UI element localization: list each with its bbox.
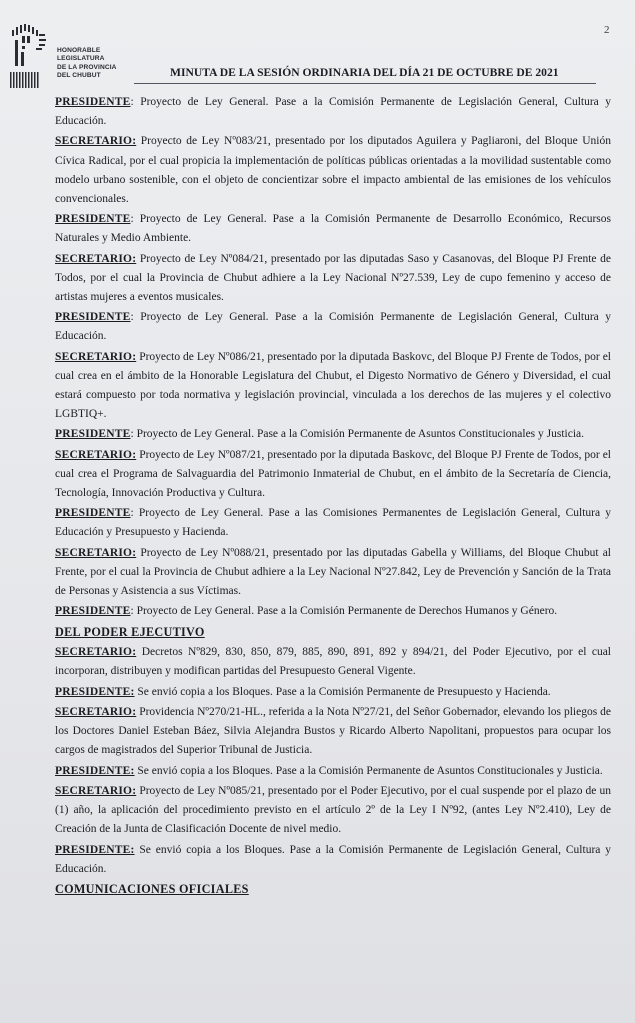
speaker-label: PRESIDENTE [55,605,131,618]
minute-entry [55,250,611,307]
entry-text: Proyecto de Ley General. Pase a las Comisiones Permanentes de Legislación General, Cultura y Educación y Presupuesto y Hacienda. [55,507,612,539]
institution-line: LEGISLATURA [57,55,105,63]
minute-entry: PRESIDENTE: Proyecto de Ley General. Pase a la Comisión Permanente de Desarrollo Económico, Recursos Naturales y Medio Ambiente. [55,213,611,245]
entry-text: Se envió copia a los Bloques. Pase a la Comisión Permanente de Asuntos Constitucionales y Justicia. [137,764,603,777]
minute-entry [55,446,611,503]
entry-text: Proyecto de Ley Nº086/21, presentado por la diputada Baskovc, del Bloque PJ Frente de Todos, por el cual crea en el ámbito de la Honorable Legislatura del Chubut, el Digesto Normativo de Género y Diversidad, el cual estará compuesto por toda normativa y legislación provincial, vinculada a los derechos de las mujeres y el colectivo LGBTIQ+. [55,350,611,420]
entry-text: Proyecto de Ley General. Pase a la Comisión Permanente de Derechos Humanos y Género. [136,605,558,618]
speaker-label: PRESIDENTE [55,96,131,108]
entry-text: Proyecto de Ley General. Pase a la Comisión Permanente de Legislación General, Cultura y Educación. [55,96,612,128]
institution-line: DE LA PROVINCIA [57,63,117,71]
entry-text: Proyecto de Ley Nº085/21, presentado por el Poder Ejecutivo, por el cual suspende por el plazo de un (1) año, la aplicación del procedimiento previsto en el artículo 2º de la Ley I Nº92, (antes Ley Nº2.410), Ley de Creación de la Junta de Clasificación Docente de nivel medio. [55,785,611,836]
entry-text: Proyecto de Ley General. Pase a la Comisión Permanente de Desarrollo Económico, Recursos Naturales y Medio Ambiente. [55,213,611,245]
speaker-label: SECRETARIO: [55,785,137,798]
speaker-label: PRESIDENTE [55,507,131,520]
page-number: 2 [604,24,610,36]
minute-entry [55,762,611,781]
minute-entry [55,544,611,601]
speaker-label: SECRETARIO: [55,706,137,719]
minute-entry [55,703,611,760]
minute-entry: PRESIDENTE: Proyecto de Ley General. Pase a la Comisión Permanente de Legislación General, Cultura y Educación. [55,311,612,343]
institution-line: HONORABLE [57,47,101,54]
minute-entry: PRESIDENTE: Proyecto de Ley General. Pase a las Comisiones Permanentes de Legislación General, Cultura y Educación y Presupuesto y Hacienda. [55,507,612,539]
section-heading: DEL PODER EJECUTIVO [55,624,205,639]
minute-entry: PRESIDENTE: Proyecto de Ley General. Pase a la Comisión Permanente de Asuntos Constitucionales y Justicia. [55,428,585,441]
entry-text: Proyecto de Ley Nº087/21, presentado por la diputada Baskovc, del Bloque PJ Frente de Todos, por el cual crea el Programa de Salvaguardia del Patrimonio Inmaterial de Chubut, en el ámbito de la Secretaría de Ciencia, Tecnología, Innovación Productiva y Cultura. [55,448,611,499]
speaker-label: PRESIDENTE [55,428,131,441]
entry-text: Proyecto de Ley General. Pase a la Comisión Permanente de Asuntos Constitucionales y Justicia. [136,428,585,441]
section-heading: COMUNICACIONES OFICIALES [55,882,249,897]
entry-text: Proyecto de Ley Nº084/21, presentado por las diputadas Saso y Casanovas, del Bloque PJ Frente de Todos, por el cual la Provincia de Chubut adhiere a la Ley Nacional Nº27.539, Ley de cupo femenino y acceso de artistas mujeres a eventos musicales. [55,252,612,303]
minutes-body [55,93,611,900]
document-title: MINUTA DE LA SESIÓN ORDINARIA DEL DÍA 21 DE OCTUBRE DE 2021 [170,66,559,79]
minute-entry: PRESIDENTE: Proyecto de Ley General. Pase a la Comisión Permanente de Derechos Humanos y Género. [55,605,558,618]
entry-text: Proyecto de Ley Nº088/21, presentado por las diputadas Gabella y Williams, del Bloque Chubut al Frente, por el cual la Provincia de Chubut adhiere a la Ley Nacional Nº27.842, Ley de Prevención y Sanción de la Trata de Personas y Asistencia a sus Víctimas. [55,546,611,598]
minute-entry [55,841,611,879]
entry-text: Decretos Nº829, 830, 850, 879, 885, 890, 891, 892 y 894/21, del Poder Ejecutivo, por el cual incorporan, distribuyen y modifican partidas del Presupuesto General Vigente. [55,646,612,678]
legislature-logo-icon [10,22,54,92]
minute-entry: PRESIDENTE: Proyecto de Ley General. Pase a la Comisión Permanente de Legislación General, Cultura y Educación. [55,96,612,128]
minute-entry [55,782,611,839]
institution-name [57,47,117,81]
speaker-label: SECRETARIO: [55,646,137,659]
entry-text: Proyecto de Ley General. Pase a la Comisión Permanente de Legislación General, Cultura y Educación. [55,311,612,343]
institution-line: DEL CHUBUT [57,72,101,80]
speaker-label: PRESIDENTE [55,213,131,226]
minute-entry [55,348,611,424]
speaker-label: SECRETARIO: [55,448,137,461]
speaker-label: PRESIDENTE [55,311,131,324]
minute-entry [55,132,611,208]
header-divider [134,83,596,84]
minute-entry [55,683,611,702]
entry-text: Se envió copia a los Bloques. Pase a la Comisión Permanente de Presupuesto y Hacienda. [137,685,551,698]
minute-entry [55,643,611,681]
speaker-label: SECRETARIO: [55,546,137,559]
entry-text: Providencia Nº270/21-HL., referida a la Nota Nº27/21, del Señor Gobernador, elevando los pliegos de los Doctores Daniel Esteban Báez, Silvia Alejandra Bustos y Ricardo Alberto Napolitani, propuestos para ocupar los cargos de magistrados del Superior Tribunal de Justicia. [55,706,611,757]
speaker-label: SECRETARIO: [55,135,137,148]
speaker-label: PRESIDENTE: [55,685,135,698]
entry-text: Proyecto de Ley Nº083/21, presentado por los diputados Aguilera y Pagliaroni, del Bloque Unión Cívica Radical, por el cual propicia la implementación de políticas públicas orientadas a la movilidad sustentable como modelo urbano sostenible, con el objeto de concientizar sobre el impacto ambiental de las emisiones de los vehículos convencionales. [55,135,611,205]
speaker-label: PRESIDENTE: [55,764,135,777]
speaker-label: SECRETARIO: [55,350,137,363]
speaker-label: SECRETARIO: [55,252,137,265]
speaker-label: PRESIDENTE: [55,843,135,856]
entry-text: Se envió copia a los Bloques. Pase a la Comisión Permanente de Legislación General, Cultura y Educación. [55,843,612,875]
